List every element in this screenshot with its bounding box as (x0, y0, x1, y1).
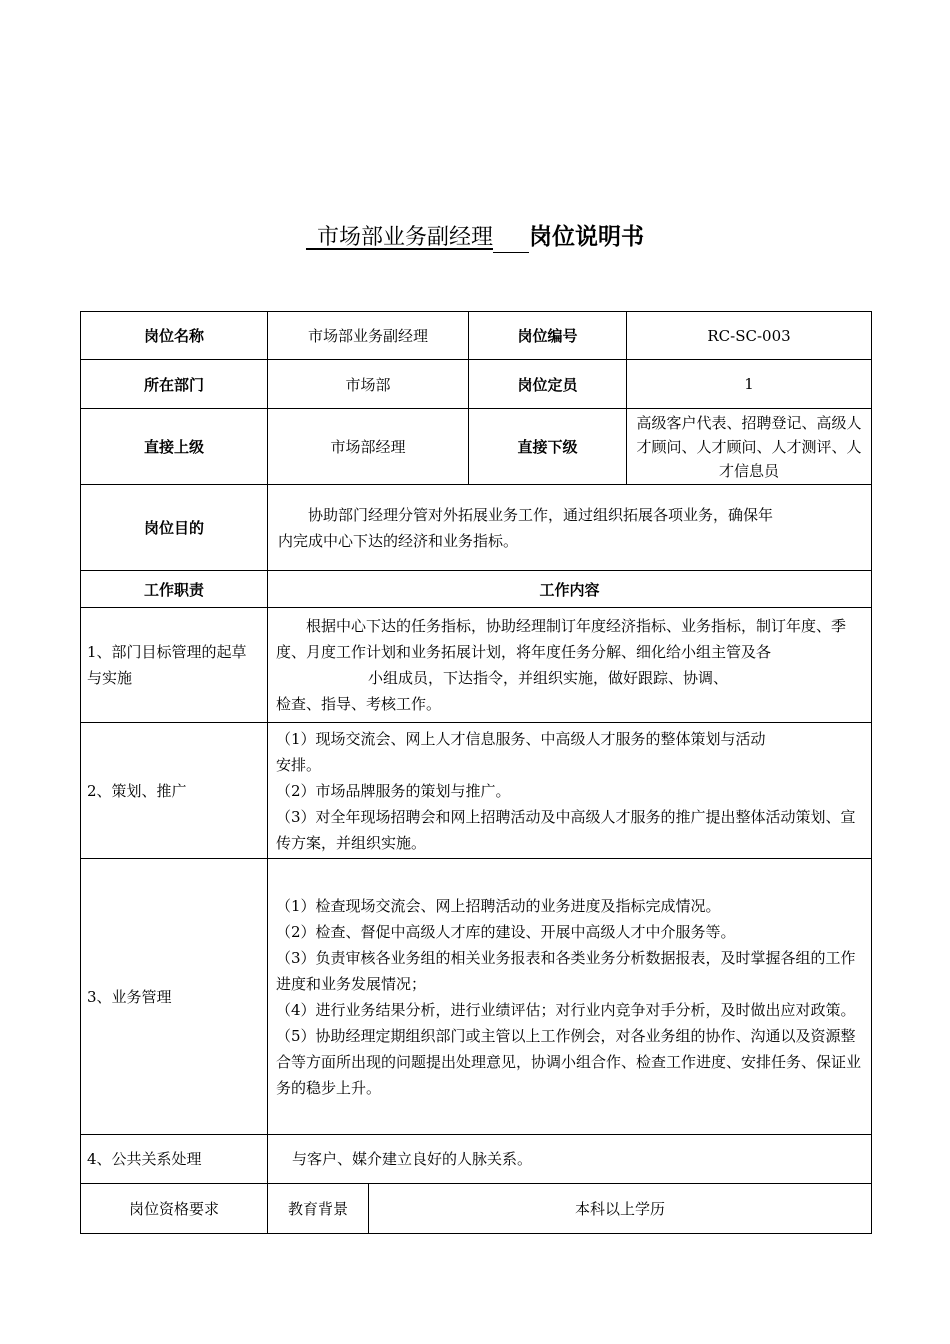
duty-1-line-1: 根据中心下达的任务指标，协助经理制订年度经济指标、业务指标，制订年度、季度、月度工作计划和业务拓展计划，将年度任务分解、细化给小组主管及各 (276, 617, 847, 661)
duties-header-left: 工作职责 (81, 571, 268, 608)
label-quota: 岗位定员 (469, 360, 627, 409)
title-blank-underline (493, 228, 529, 253)
duty-row-3 (81, 859, 872, 1135)
duty-3-line-5: （5）协助经理定期组织部门或主管以上工作例会，对各业务组的协作、沟通以及资源整合等方面所出现的问题提出处理意见，协调小组合作、检查工作进度、安排任务、保证业务的稳步上升。 (276, 1026, 862, 1097)
value-job-code: RC-SC-003 (627, 312, 872, 360)
duty-2-line-1: （1）现场交流会、网上人才信息服务、中高级人才服务的整体策划与活动 (276, 729, 766, 748)
duty-4-name: 4、公共关系处理 (81, 1135, 268, 1184)
duty-2-line-3: （2）市场品牌服务的策划与推广。 (276, 781, 511, 800)
title-suffix: 岗位说明书 (529, 224, 644, 250)
duty-3-line-2: （2）检查、督促中高级人才库的建设、开展中高级人才中介服务等。 (276, 922, 736, 941)
value-job-name: 市场部业务副经理 (268, 312, 469, 360)
duty-1-name: 1、部门目标管理的起草与实施 (81, 608, 268, 723)
qualification-value: 本科以上学历 (369, 1184, 872, 1234)
label-dept: 所在部门 (81, 360, 268, 409)
row-duties-header (81, 571, 872, 608)
title-job-name: 市场部业务副经理 (316, 225, 493, 250)
duty-1-line-2: 小组成员，下达指令，并组织实施，做好跟踪、协调、 (368, 669, 729, 687)
row-superior (81, 409, 872, 485)
label-superior: 直接上级 (81, 409, 268, 485)
duty-4-line-1: 与客户、媒介建立良好的人脉关系。 (268, 1135, 872, 1184)
qualification-sub-label: 教育背景 (268, 1184, 369, 1234)
value-dept: 市场部 (268, 360, 469, 409)
label-job-code: 岗位编号 (469, 312, 627, 360)
value-quota: 1 (627, 360, 872, 409)
duty-3-name: 3、业务管理 (81, 859, 268, 1135)
duty-3-line-1: （1）检查现场交流会、网上招聘活动的业务进度及指标完成情况。 (276, 896, 721, 915)
row-purpose (81, 485, 872, 571)
duties-header-right: 工作内容 (268, 571, 872, 608)
label-subordinate: 直接下级 (469, 409, 627, 485)
duty-row-4 (81, 1135, 872, 1184)
duty-2-line-2: 安排。 (276, 755, 322, 774)
duty-2-line-4: （3）对全年现场招聘会和网上招聘活动及中高级人才服务的推广提出整体活动策划、宣传方案，并组织实施。 (276, 807, 856, 852)
job-description-table (80, 311, 872, 1234)
row-name (81, 312, 872, 360)
label-job-name: 岗位名称 (81, 312, 268, 360)
title-prefix: _ (305, 225, 317, 250)
label-purpose-text: 岗位目的 (143, 519, 204, 537)
row-qualification (81, 1184, 872, 1234)
duty-3-line-4: （4）进行业务结果分析，进行业绩评估；对行业内竞争对手分析，及时做出应对政策。 (276, 1000, 856, 1019)
document-title (0, 222, 950, 253)
label-purpose (81, 485, 268, 571)
row-dept (81, 360, 872, 409)
duty-row-2 (81, 723, 872, 859)
qualification-label: 岗位资格要求 (81, 1184, 268, 1234)
duty-1-line-3: 检查、指导、考核工作。 (276, 695, 442, 713)
value-subordinate: 高级客户代表、招聘登记、高级人才顾问、人才顾问、人才测评、人才信息员 (627, 409, 872, 485)
purpose-line-2: 内完成中心下达的经济和业务指标。 (278, 531, 519, 550)
duty-3-line-3: （3）负责审核各业务组的相关业务报表和各类业务分析数据报表，及时掌握各组的工作进度和业务发展情况； (276, 948, 856, 993)
duty-row-1 (81, 608, 872, 723)
duty-2-name: 2、策划、推广 (81, 723, 268, 859)
value-superior: 市场部经理 (268, 409, 469, 485)
purpose-line-1: 协助部门经理分管对外拓展业务工作，通过组织拓展各项业务，确保年 (308, 505, 774, 524)
